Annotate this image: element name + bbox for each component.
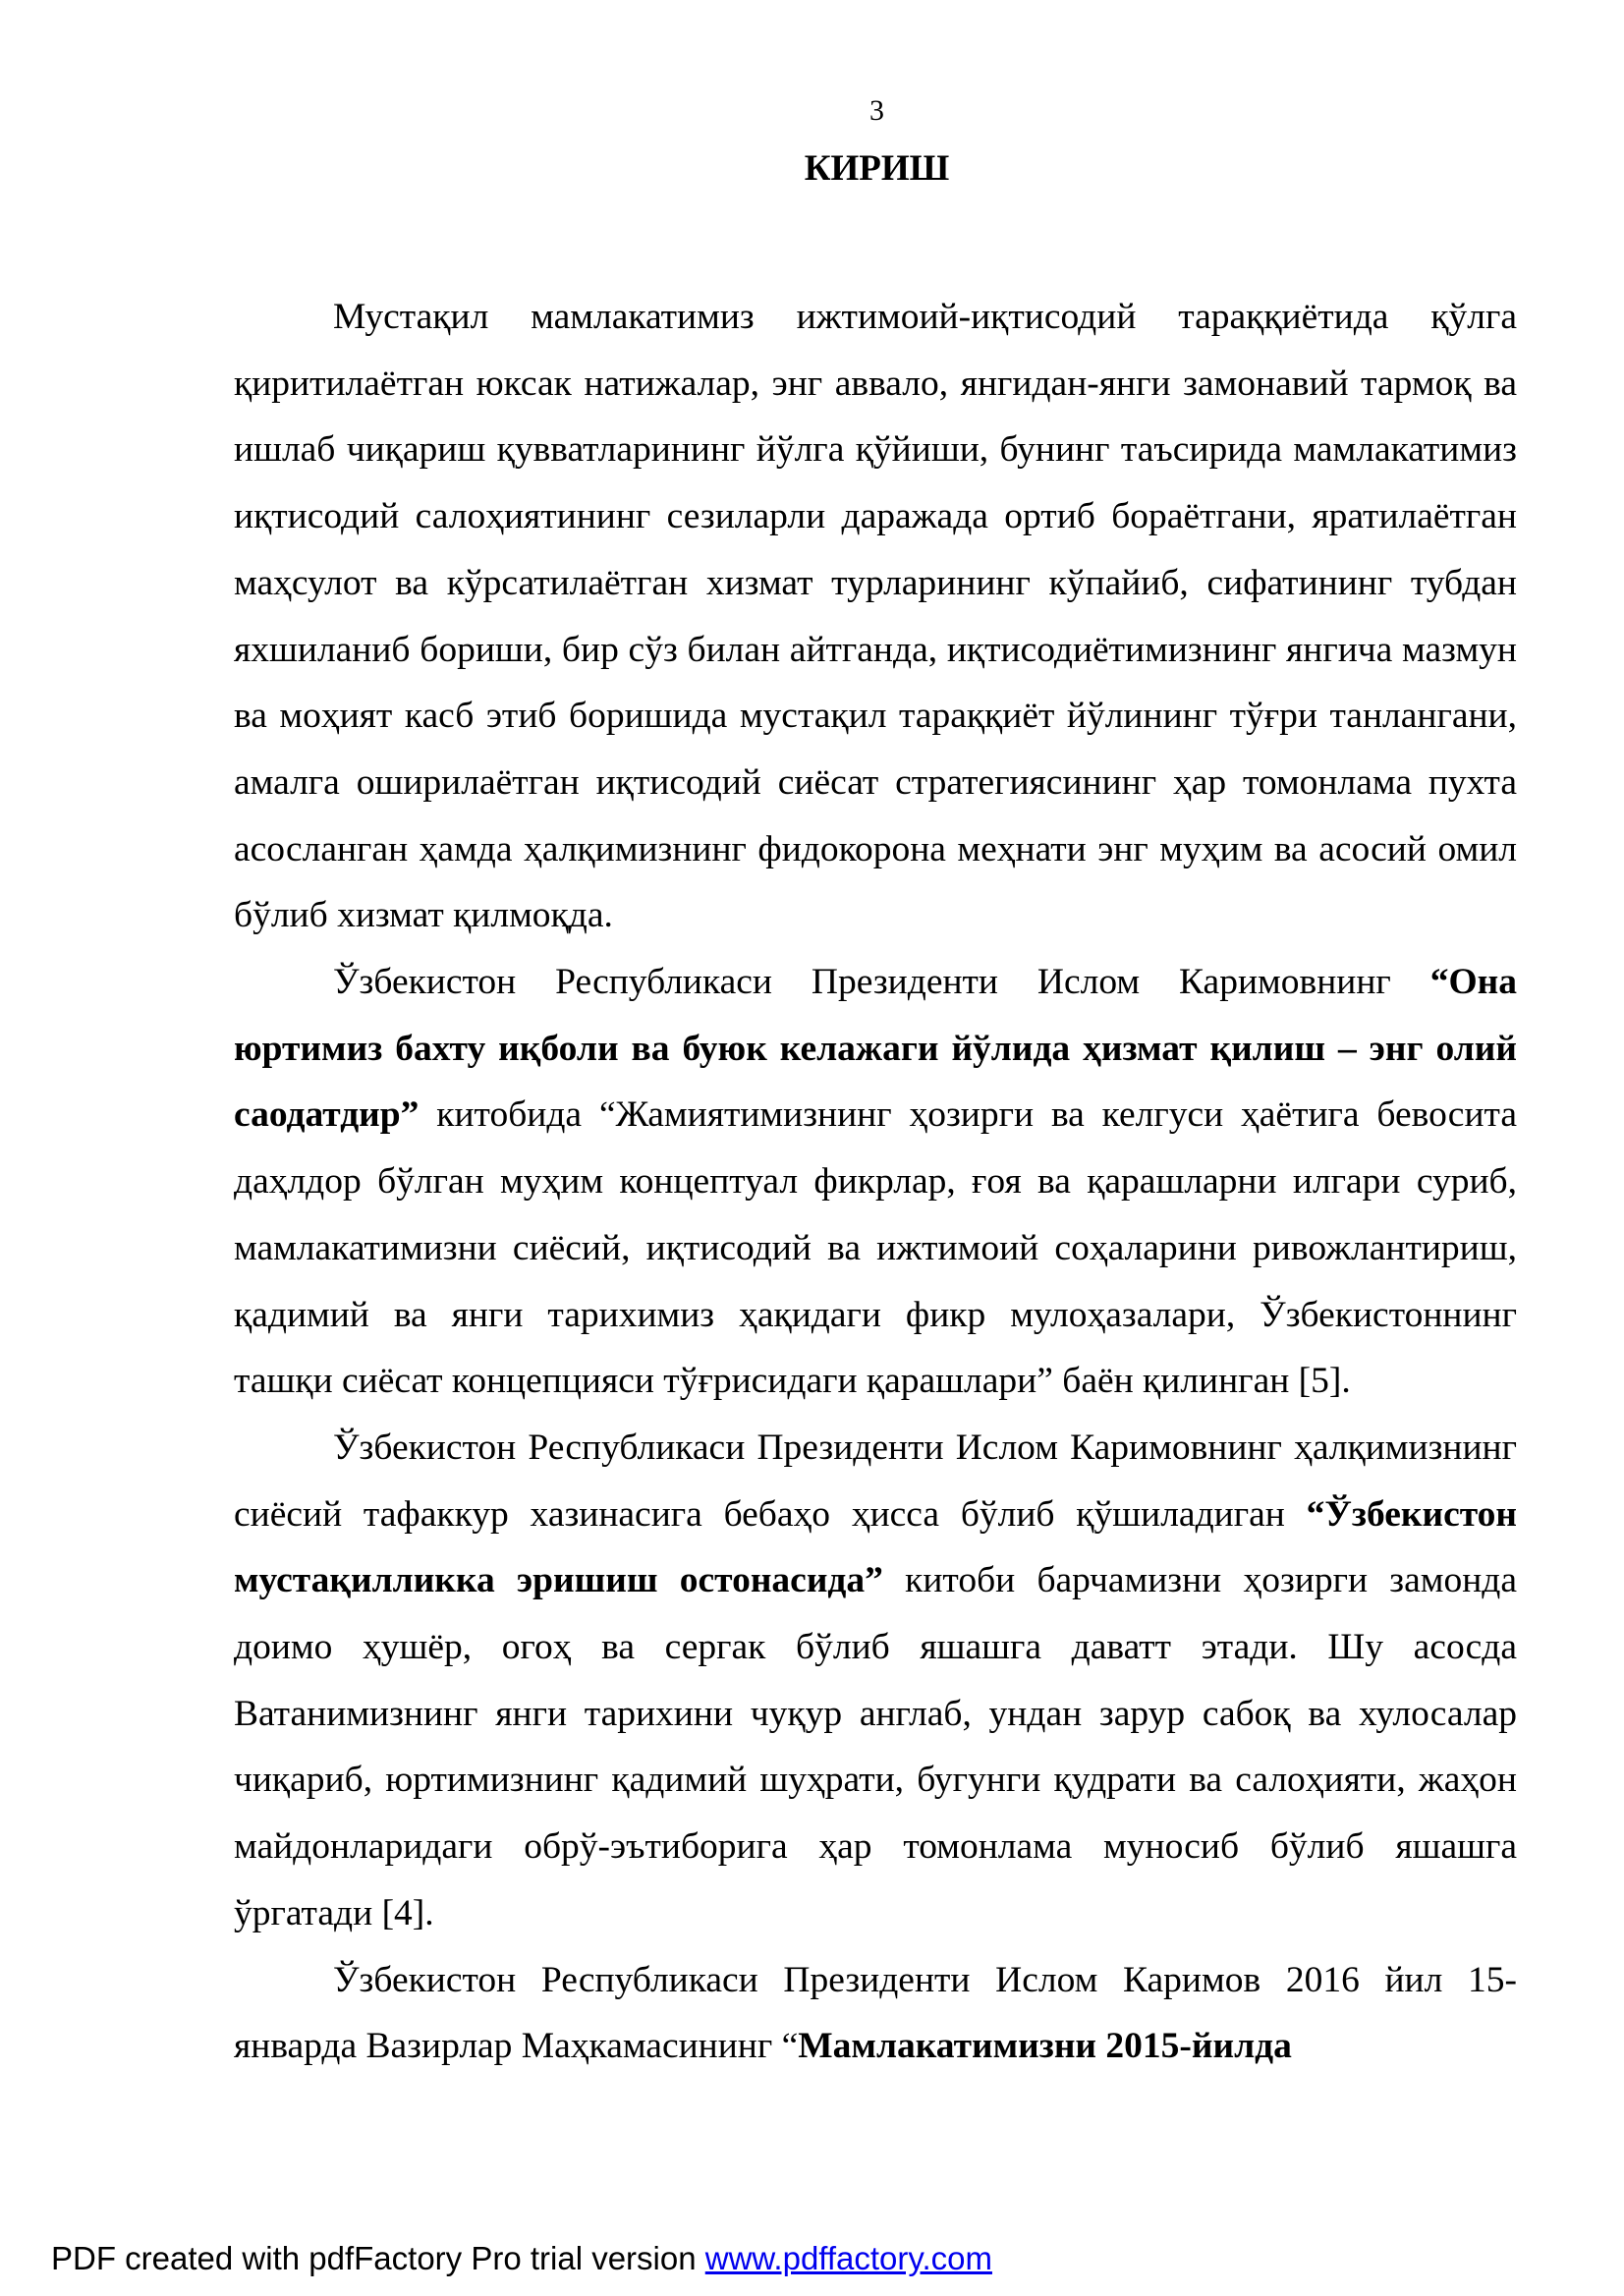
page-number: 3 [869,94,884,127]
footer-text: PDF created with pdfFactory Pro trial version [51,2240,705,2276]
paragraph-3-book-title: “Ўзбекистон мустақилликка эришиш остонасида” [234,1493,1517,1601]
paragraph-2 [234,949,1517,1415]
paragraph-2-book-title: “Она юртимиз бахту иқболи ва буюк келажаги йўлида ҳизмат қилиш – энг олий саодатдир” [234,962,1517,1136]
paragraph-3-intro: Ўзбекистон Республикаси Президенти Ислом Каримовнинг ҳалқимизнинг сиёсий тафаккур хазинасига бебаҳо ҳисса бўлиб қўшиладиган [234,1427,1517,1535]
footer-link[interactable]: www.pdffactory.com [704,2240,992,2276]
paragraph-4-intro: Ўзбекистон Республикаси Президенти Ислом Каримов 2016 йил 15-январда Вазирлар Маҳкамасининг “ [234,1959,1517,2067]
paragraph-4-bold: Мамлакатимизни 2015-йилда [798,2026,1292,2067]
paragraph-2-rest: китобида “Жамиятимизнинг ҳозирги ва келгуси ҳаётига бевосита даҳлдор бўлган муҳим концептуал фикрлар, ғоя ва қарашларни илгари суриб, мамлакатимизни сиёсий, иқтисодий ва ижтимоий соҳаларини ривожлантириш, қадимий ва янги тарихимиз ҳақидаги фикр мулоҳазалари, Ўзбекистоннинг ташқи сиёсат концепцияси тўғрисидаги қарашлари” баён қилинган [5]. [234,1094,1517,1402]
body-text [234,284,1517,2080]
paragraph-2-intro: Ўзбекистон Республикаси Президенти Ислом Каримовнинг [333,962,1430,1003]
paragraph-3 [234,1415,1517,1947]
paragraph-3-rest: китоби барчамизни ҳозирги замонда доимо ҳушёр, огоҳ ва сергак бўлиб яшашга даватт этади. Шу асосда Ватанимизнинг янги тарихини чуқур англаб, ундан зарур сабоқ ва хулосалар чиқариб, юртимизнинг қадимий шуҳрати, бугунги қудрати ва салоҳияти, жаҳон майдонларидаги обрў-эътиборига ҳар томонлама муносиб бўлиб яшашга ўргатади [4]. [234,1560,1517,1933]
paragraph-4 [234,1947,1517,2080]
paragraph-1 [234,284,1517,949]
paragraph-1-text: Мустақил мамлакатимиз ижтимоий-иқтисодий тараққиётида қўлга қиритилаётган юксак натижалар, энг аввало, янгидан-янги замонавий тармоқ ва ишлаб чиқариш қувватларининг йўлга қўйиши, бунинг таъсирида мамлакатимиз иқтисодий салоҳиятининг сезиларли даражада ортиб бораётгани, яратилаётган маҳсулот ва кўрсатилаётган хизмат турларининг кўпайиб, сифатининг тубдан яхшиланиб бориши, бир сўз билан айтганда, иқтисодиётимизнинг янгича мазмун ва моҳият касб этиб боришида мустақил тараққиёт йўлининг тўғри танлангани, амалга оширилаётган иқтисодий сиёсат стратегиясининг ҳар томонлама пухта асосланган ҳамда ҳалқимизнинг фидокорона меҳнати энг муҳим ва асосий омил бўлиб хизмат қилмоқда. [234,297,1517,936]
pdf-footer [51,2240,992,2277]
section-heading: КИРИШ [804,148,950,189]
